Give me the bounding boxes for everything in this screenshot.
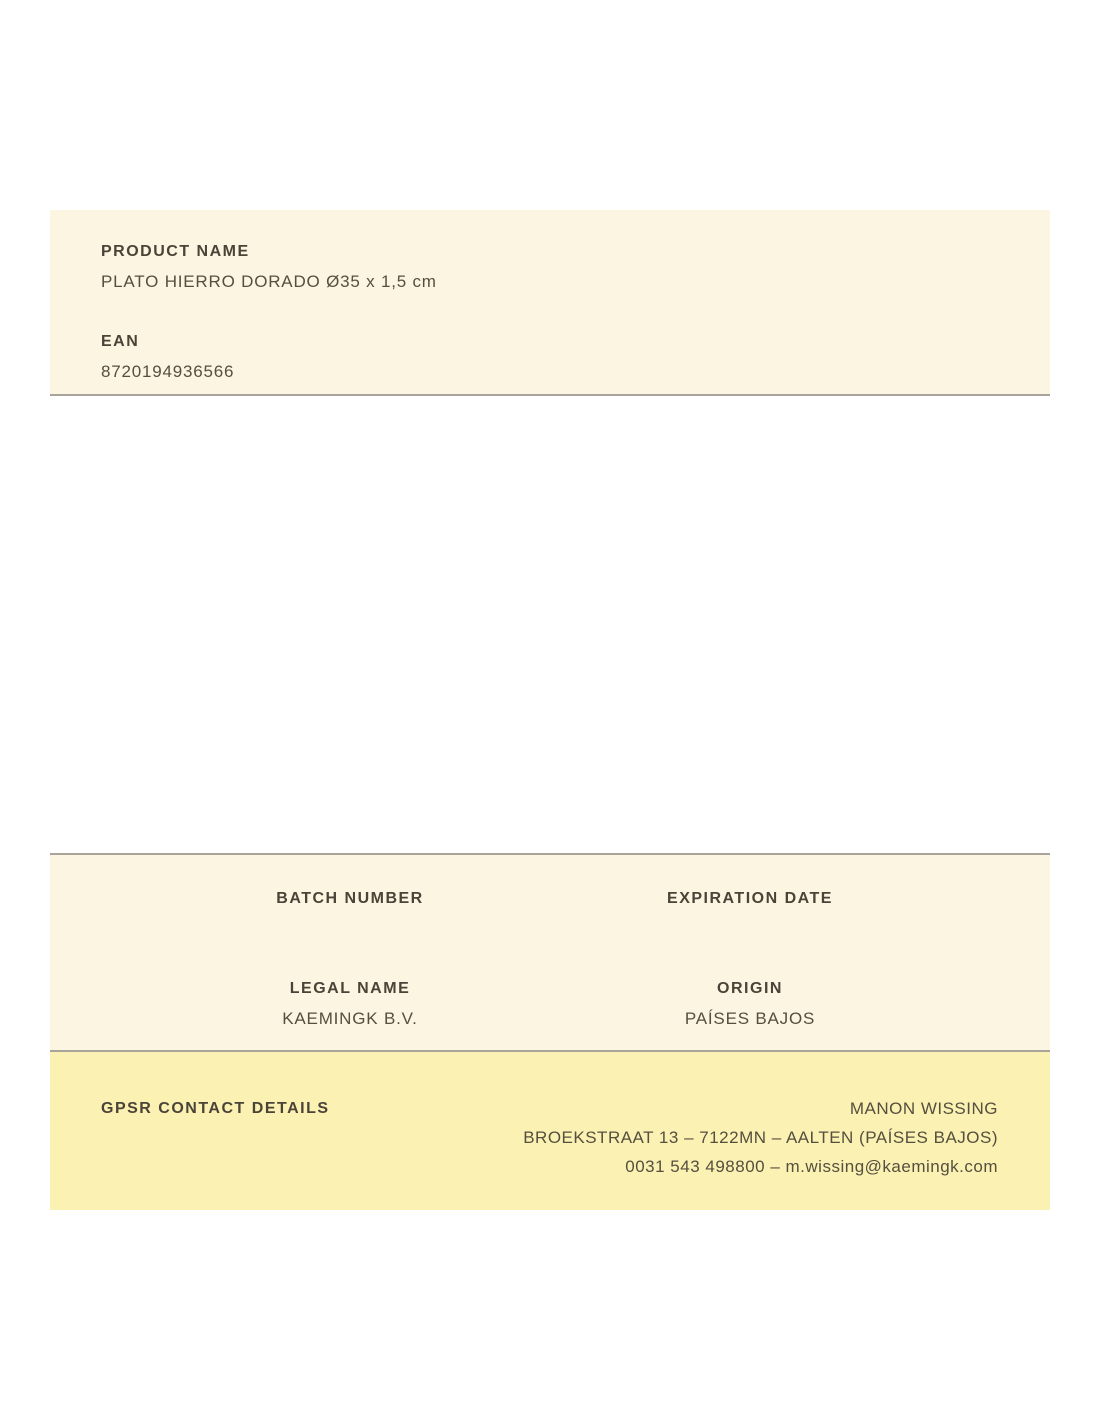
gpsr-section [50, 1052, 1050, 1210]
product-name-field [101, 237, 999, 297]
ean-label: EAN [101, 333, 140, 350]
gpsr-contact-address: BROEKSTRAAT 13 – 7122MN – AALTEN (PAÍSES BAJOS) [523, 1128, 998, 1147]
product-section [50, 210, 1050, 396]
batch-number-field [150, 884, 550, 944]
legal-name-field [150, 974, 550, 1034]
product-name-value: PLATO HIERRO DORADO Ø35 x 1,5 cm [101, 272, 437, 291]
legal-name-value: KAEMINGK B.V. [282, 1009, 418, 1028]
batch-expiration-row [50, 884, 1050, 944]
origin-field [550, 974, 950, 1034]
origin-value: PAÍSES BAJOS [684, 1009, 816, 1028]
batch-number-label: BATCH NUMBER [276, 890, 424, 907]
ean-field [101, 327, 999, 387]
gpsr-contact-phone-email: 0031 543 498800 – m.wissing@kaemingk.com [625, 1157, 998, 1176]
legal-name-label: LEGAL NAME [289, 980, 411, 997]
origin-label: ORIGIN [717, 980, 783, 997]
gpsr-contact-block [523, 1094, 998, 1181]
expiration-date-label: EXPIRATION DATE [667, 890, 833, 907]
ean-value: 8720194936566 [101, 362, 235, 381]
expiration-date-value [550, 914, 950, 944]
product-name-label: PRODUCT NAME [101, 243, 250, 260]
batch-origin-section [50, 853, 1050, 1052]
gpsr-contact-name: MANON WISSING [849, 1099, 998, 1118]
expiration-date-field [550, 884, 950, 944]
legal-origin-row [50, 974, 1050, 1034]
gpsr-contact-details-title: GPSR CONTACT DETAILS [101, 1100, 330, 1117]
batch-number-value [150, 914, 550, 944]
